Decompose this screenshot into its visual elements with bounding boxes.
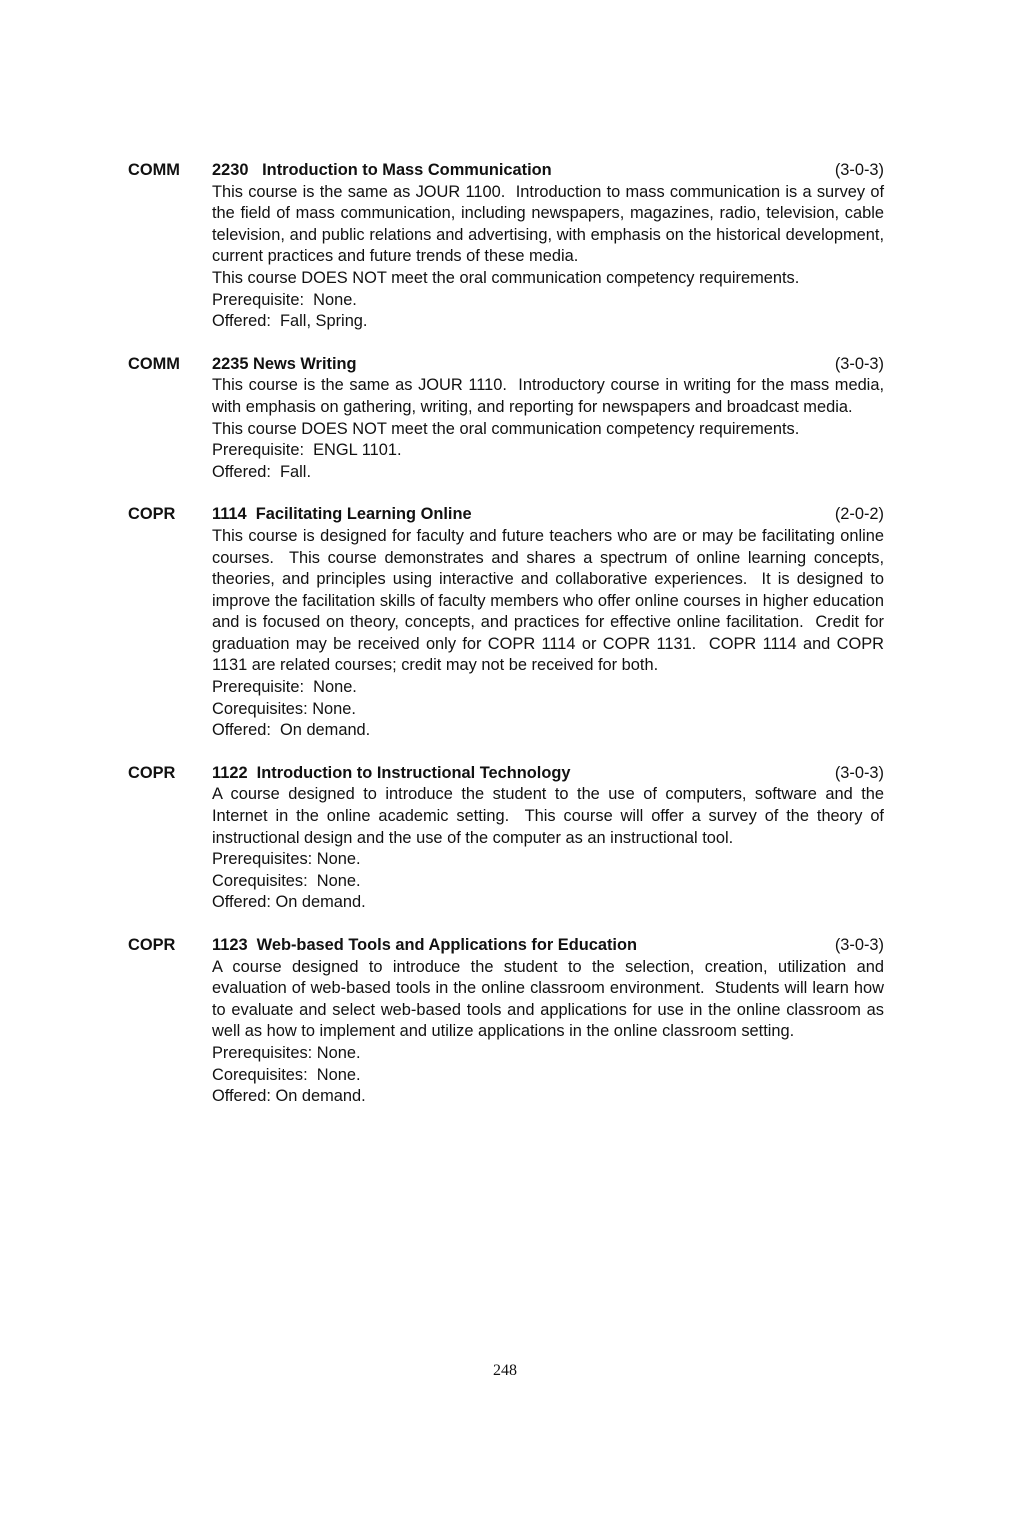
course-offered: Offered: On demand.	[212, 721, 371, 740]
course-dept: COPR	[128, 936, 176, 954]
course-description: This course is the same as JOUR 1110. Introductory course in writing for the mass media, with emphasis on gathering, writing, and reporting for newspapers and broadcast media.	[212, 376, 889, 416]
course-heading	[0, 935, 1010, 957]
course-dept: COMM	[128, 161, 180, 179]
course-credits: (3-0-3)	[834, 354, 884, 373]
course-credits: (3-0-3)	[834, 936, 884, 954]
course-description: A course designed to introduce the student to the use of computers, software and the Internet in the online academic setting. This course will offer a survey of the theory of instructional design and the use of the computer as an instructional tool.	[212, 785, 889, 847]
course-credits: (3-0-3)	[834, 763, 884, 782]
course-offered: Offered: On demand.	[212, 1087, 366, 1106]
course-heading	[0, 160, 1010, 182]
course-entry	[0, 763, 1010, 914]
course-dept: COPR	[128, 505, 176, 524]
course-entry	[0, 160, 1010, 333]
course-heading	[0, 763, 1010, 785]
course-dept: COMM	[128, 354, 180, 373]
course-title: 2230 Introduction to Mass Communication	[212, 161, 552, 179]
course-credits: (2-0-2)	[834, 505, 884, 524]
course-credits: (3-0-3)	[834, 161, 884, 179]
course-prerequisite: Prerequisite: ENGL 1101.	[212, 441, 402, 460]
course-body	[212, 784, 889, 914]
course-prerequisite: Prerequisite: None.	[212, 678, 357, 697]
course-description: A course designed to introduce the student to the selection, creation, utilization and evaluation of web-based tools in the online classroom environment. Students will learn how to evaluate and select web-based tools and applications for use in the online classroom as well as how to implement and utilize applications in the online classroom setting.	[212, 957, 889, 1041]
course-title: 1114 Facilitating Learning Online	[212, 505, 472, 524]
course-heading	[0, 354, 1010, 376]
course-description: This course is designed for faculty and future teachers who are or may be facilitating online courses. This course demonstrates and shares a spectrum of online learning concepts, theories, and principles using interactive and collaborative experiences. It is designed to improve the facilitation skills of faculty members who offer online courses in higher education and is focused on theory, concepts, and practices for effective online facilitation. Credit for graduation may be received only for COPR 1114 or COPR 1131. COPR 1114 and COPR 1131 are related courses; credit may not be received for both.	[212, 526, 889, 675]
course-title: 1123 Web-based Tools and Applications for Education	[212, 936, 638, 954]
course-corequisite: Corequisites: None.	[212, 1065, 361, 1084]
course-offered: Offered: Fall, Spring.	[212, 312, 368, 331]
course-corequisite: Corequisites: None.	[212, 871, 361, 890]
course-offered: Offered: On demand.	[212, 893, 366, 912]
course-entry	[0, 935, 1010, 1108]
course-body	[212, 375, 889, 483]
course-body	[212, 182, 889, 333]
course-body	[212, 957, 889, 1108]
course-entry	[0, 354, 1010, 484]
course-note: This course DOES NOT meet the oral communication competency requirements.	[212, 268, 800, 287]
course-body	[212, 526, 889, 742]
course-dept: COPR	[128, 763, 176, 782]
course-offered: Offered: Fall.	[212, 462, 311, 481]
course-prerequisite: Prerequisites: None.	[212, 850, 361, 869]
course-title: 1122 Introduction to Instructional Technology	[212, 763, 571, 782]
course-title: 2235 News Writing	[212, 354, 357, 373]
course-prerequisite: Prerequisites: None.	[212, 1043, 361, 1062]
course-corequisite: Corequisites: None.	[212, 699, 356, 718]
page-number: 248	[493, 1362, 517, 1379]
course-heading	[0, 504, 1010, 526]
course-entry	[0, 504, 1010, 742]
course-prerequisite: Prerequisite: None.	[212, 290, 357, 309]
course-description: This course is the same as JOUR 1100. Introduction to mass communication is a survey of the field of mass communication, including newspapers, magazines, radio, television, cable television, and public relations and advertising, with emphasis on the historical development, current practices and future trends of these media.	[212, 182, 889, 266]
course-note: This course DOES NOT meet the oral communication competency requirements.	[212, 419, 800, 438]
course-catalog	[0, 160, 1010, 1129]
